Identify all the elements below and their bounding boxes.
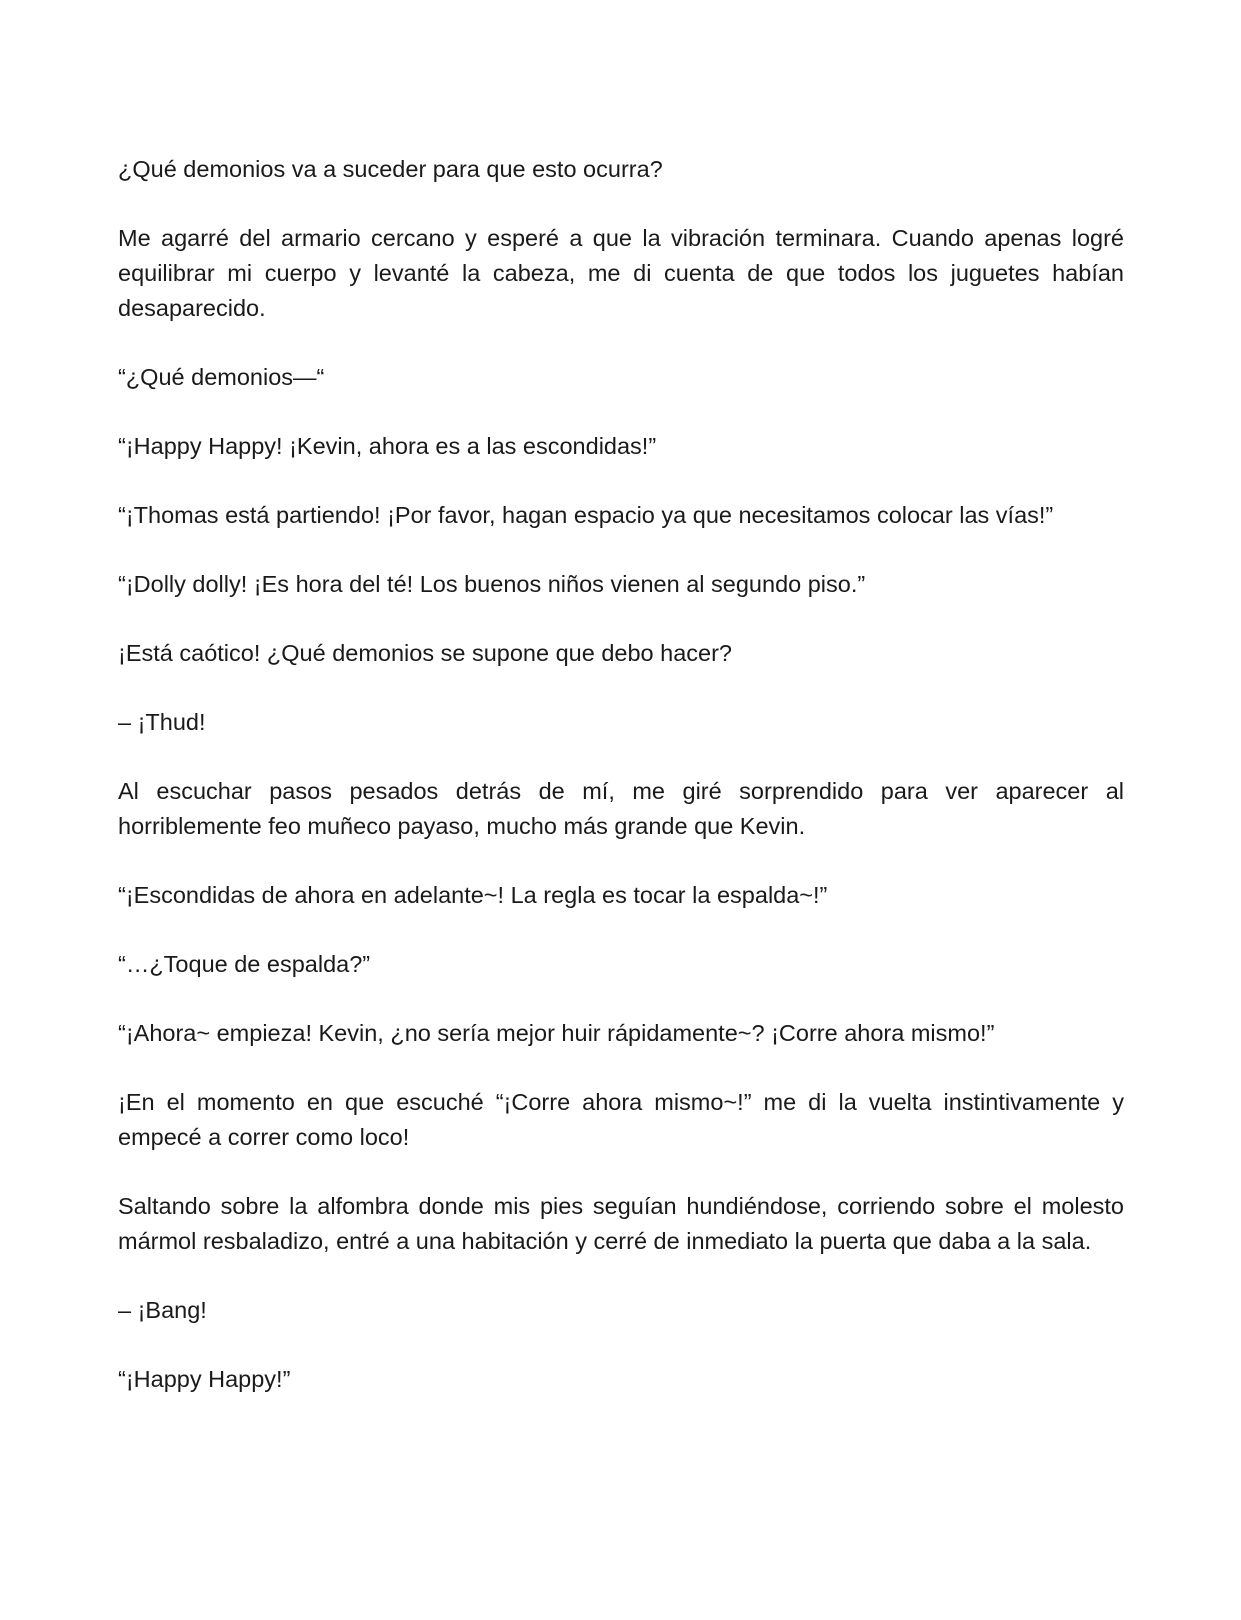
dialogue-line: “¡Happy Happy! ¡Kevin, ahora es a las escondidas!” — [118, 433, 657, 459]
dialogue-line: “¡Happy Happy!” — [118, 1366, 291, 1392]
sound-effect: – ¡Thud! — [118, 709, 206, 735]
paragraph: Me agarré del armario cercano y esperé a que la vibración terminara. Cuando apenas logré equilibrar mi cuerpo y levanté la cabeza, me di cuenta de que todos los juguetes habían desaparecido. — [118, 225, 1124, 321]
dialogue-line: “¡Escondidas de ahora en adelante~! La regla es tocar la espalda~!” — [118, 882, 828, 908]
paragraph: Al escuchar pasos pesados detrás de mí, me giré sorprendido para ver aparecer al horriblemente feo muñeco payaso, mucho más grande que Kevin. — [118, 778, 1124, 839]
sound-effect: – ¡Bang! — [118, 1297, 207, 1323]
dialogue-line: “¡Ahora~ empieza! Kevin, ¿no sería mejor huir rápidamente~? ¡Corre ahora mismo!” — [118, 1020, 995, 1046]
paragraph: Saltando sobre la alfombra donde mis pies seguían hundiéndose, corriendo sobre el molesto mármol resbaladizo, entré a una habitación y cerré de inmediato la puerta que daba a la sala. — [118, 1193, 1124, 1254]
paragraph: ¡En el momento en que escuché “¡Corre ahora mismo~!” me di la vuelta instintivamente y empecé a correr como loco! — [118, 1089, 1124, 1150]
document-body — [118, 152, 1124, 1431]
dialogue-line: “¡Thomas está partiendo! ¡Por favor, hagan espacio ya que necesitamos colocar las vías!” — [118, 502, 1054, 528]
paragraph: ¡Está caótico! ¿Qué demonios se supone que debo hacer? — [118, 640, 732, 666]
dialogue-line: “…¿Toque de espalda?” — [118, 951, 371, 977]
dialogue-line: “¿Qué demonios—“ — [118, 364, 325, 390]
paragraph: ¿Qué demonios va a suceder para que esto ocurra? — [118, 156, 663, 182]
dialogue-line: “¡Dolly dolly! ¡Es hora del té! Los buenos niños vienen al segundo piso.” — [118, 571, 866, 597]
